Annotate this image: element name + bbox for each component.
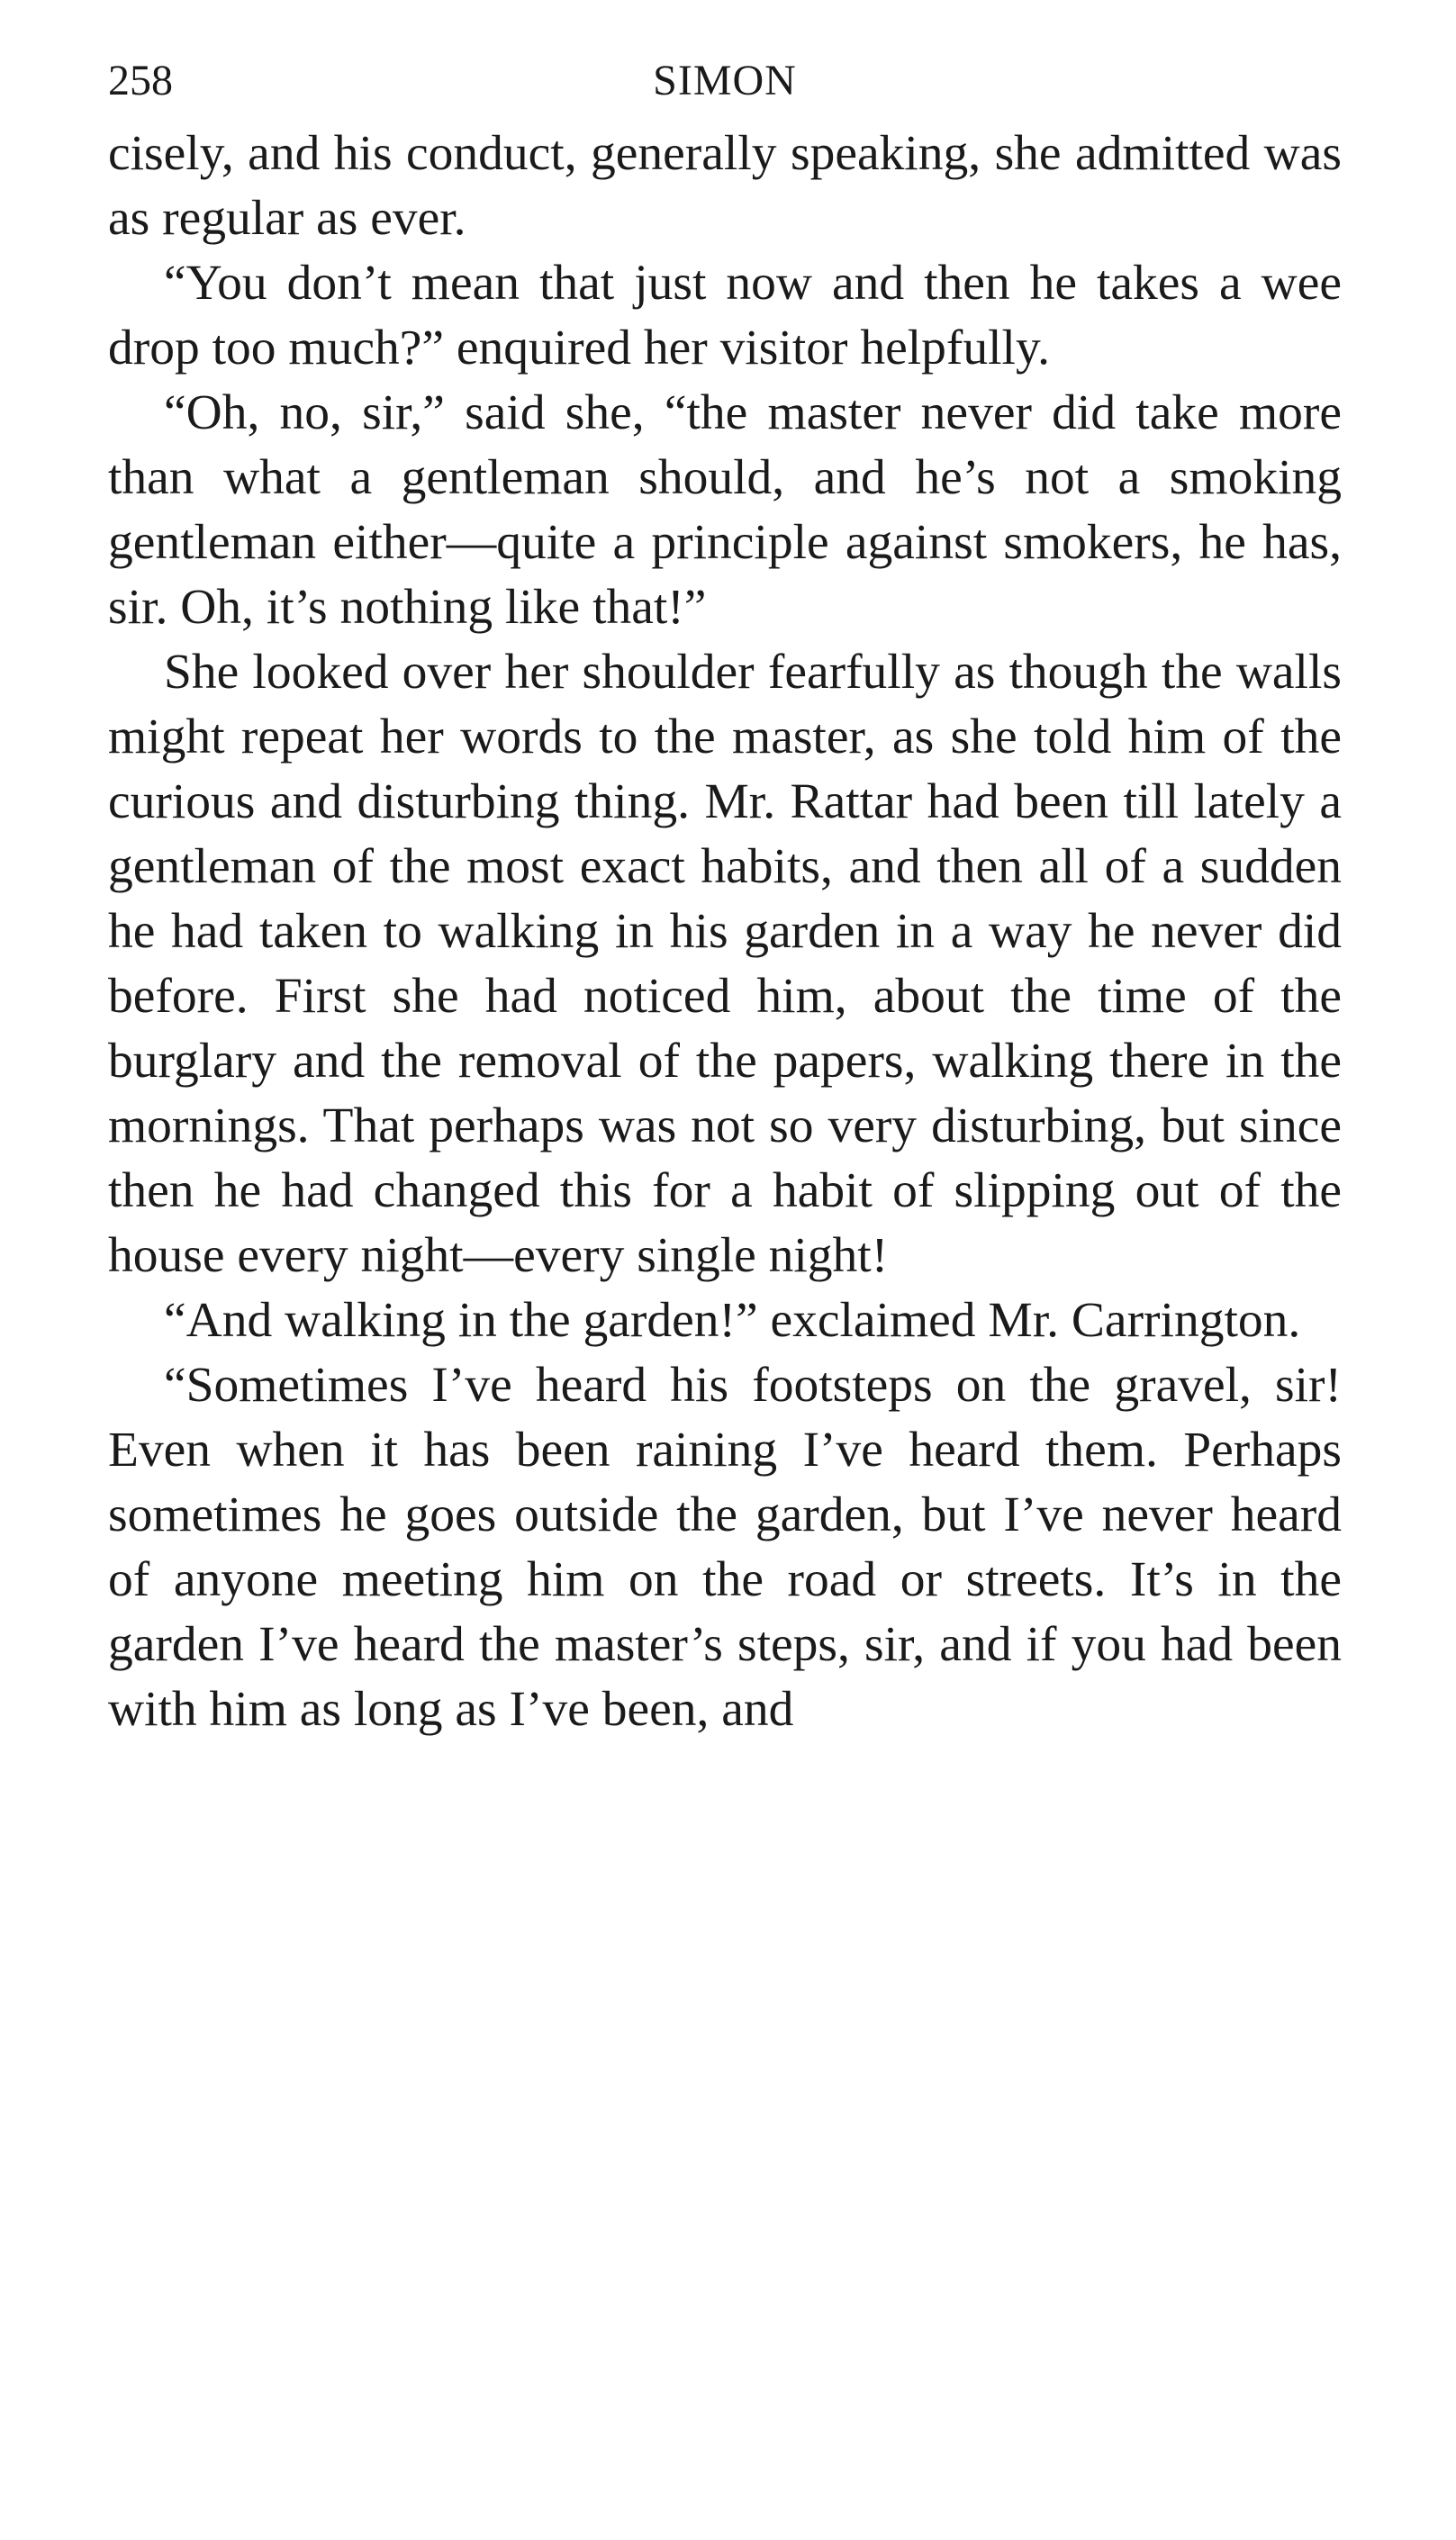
page-number: 258 [108,57,173,104]
paragraph: “And walking in the garden!” exclaimed Mr. Carrington. [164,1293,1301,1348]
running-title: SIMON [653,57,797,104]
paragraph: “You don’t mean that just now and then he takes a wee drop too much?” enquired her visitor helpfully. [108,256,1342,375]
book-page [108,50,1342,1742]
body-text [108,122,1342,1742]
paragraph: “Sometimes I’ve heard his footsteps on the gravel, sir! Even when it has been raining I’ve heard them. Perhaps sometimes he goes outside the garden, but I’ve never heard of anyone meeting him on the road or streets. It’s in the garden I’ve heard the master’s steps, sir, and if you had been with him as long as I’ve been, and [108,1358,1342,1737]
page-header [108,50,1342,122]
paragraph: “Oh, no, sir,” said she, “the master never did take more than what a gentleman should, and he’s not a smoking gentleman either—quite a principle against smokers, he has, sir. Oh, it’s nothing like that!” [108,385,1342,635]
paragraph: cisely, and his conduct, generally speaking, she admitted was as regular as ever. [108,126,1342,246]
paragraph: She looked over her shoulder fearfully as though the walls might repeat her words to the master, as she told him of the curious and disturbing thing. Mr. Rattar had been till lately a gentleman of the most exact habits, and then all of a sudden he had taken to walking in his garden in a way he never did before. First she had noticed him, about the time of the burglary and the removal of the papers, walking there in the mornings. That perhaps was not so very disturbing, but since then he had changed this for a habit of slipping out of the house every night—every single night! [108,645,1342,1283]
